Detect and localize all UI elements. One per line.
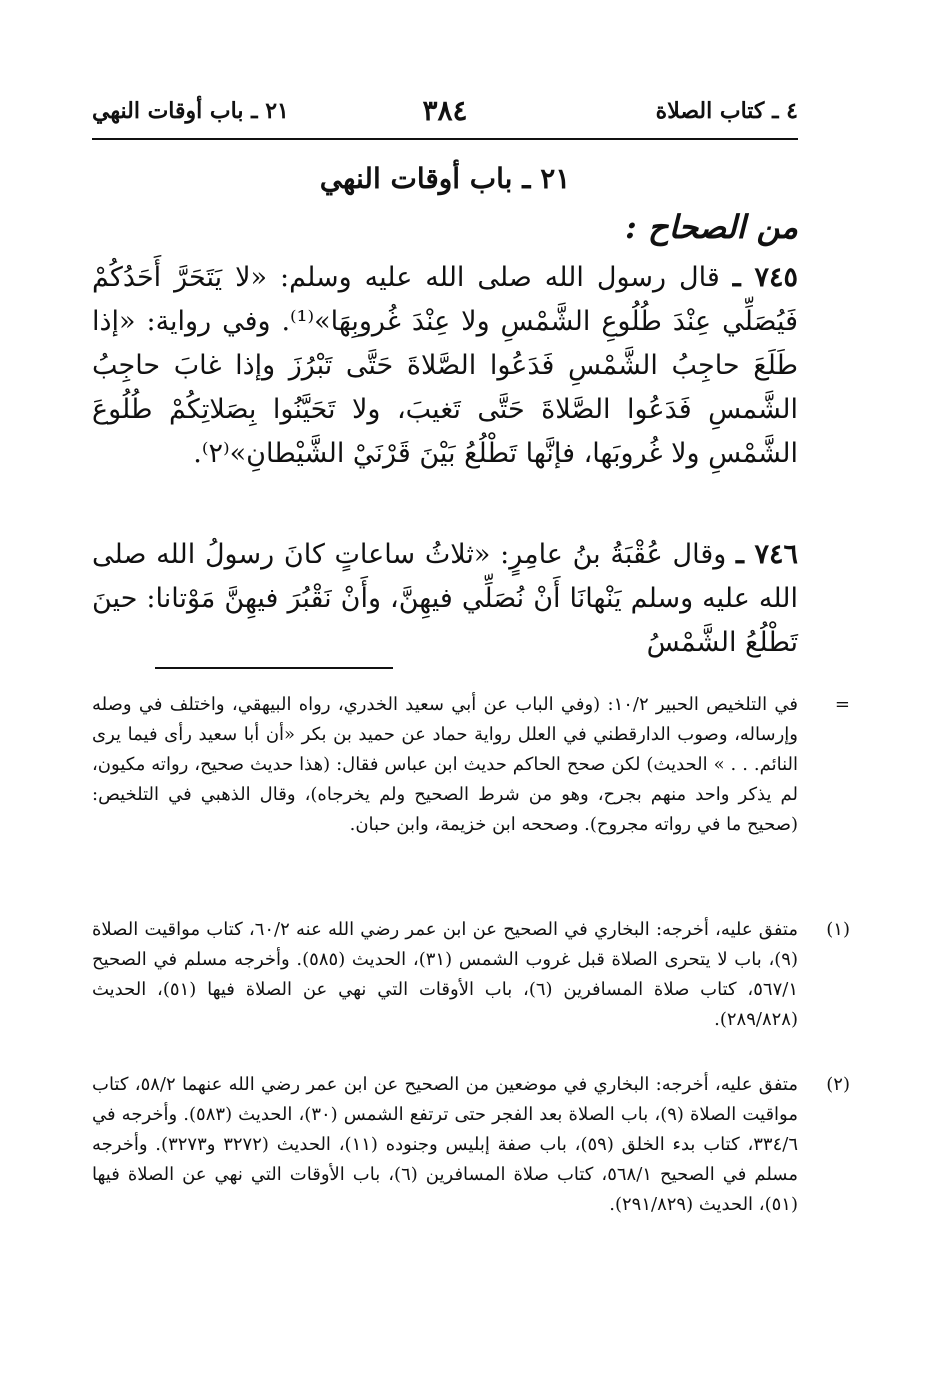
running-header: [92, 94, 798, 140]
footnote-mark: (١): [826, 919, 850, 940]
page-number: ٣٨٤: [422, 94, 468, 127]
footnote-separator: [155, 667, 393, 669]
header-chapter-title: ٢١ ـ باب أوقات النهي: [92, 98, 289, 124]
header-book-title: ٤ ـ كتاب الصلاة: [655, 98, 798, 124]
hadith-745: [92, 256, 798, 476]
footnote-text: متفق عليه، أخرجه: البخاري في الصحيح عن ابن عمر رضي الله عنه ٦٠/٢، كتاب مواقيت الصلاة (٩)، باب لا يتحرى الصلاة قبل غروب الشمس (٣١)، الحديث (٥٨٥). وأخرجه مسلم في الصحيح ٥٦٧/١، كتاب صلاة المسافرين (٦)، باب الأوقات التي نهي عن الصلاة فيها (٥١)، الحديث (٢٨٩/٨٢٨).: [92, 919, 798, 1030]
hadith-746: [92, 533, 798, 665]
footnote-mark: (٢): [826, 1074, 850, 1095]
hadith-text: قال رسول الله صلى الله عليه وسلم: «لا يَتَحَرَّ أَحَدُكُمْ فَيُصَلِّي عِنْدَ طُلُوعِ الشَّمْسِ ولا عِنْدَ غُروبِهَا»⁽¹⁾. وفي رواية: «إذا طَلَعَ حاجِبُ الشَّمْسِ فَدَعُوا الصَّلاةَ حَتَّى تَبْرُزَ وإذا غابَ حاجِبُ الشَّمسِ فَدَعُوا الصَّلاةَ حَتَّى تَغيبَ، ولا تَحَيَّنُوا بِصَلاتِكُمْ طُلُوعَ الشَّمْسِ ولا غُروبَها، فإنَّها تَطْلُعُ بَيْنَ قَرْنَيْ الشَّيْطانِ»⁽٢⁾.: [92, 262, 799, 469]
source-label: من الصحاح :: [624, 208, 798, 246]
chapter-title: ٢١ ـ باب أوقات النهي: [319, 162, 571, 195]
hadith-text: وقال عُقْبَةُ بنُ عامِرٍ: «ثلاثُ ساعاتٍ كانَ رسولُ الله صلى الله عليه وسلم يَنْهانَا أَنْ نُصَلِّي فيهِنَّ، وأَنْ نَقْبُرَ فيهِنَّ مَوْتانا: حينَ تَطْلُعُ الشَّمْسُ: [92, 539, 798, 658]
footnote-text: متفق عليه، أخرجه: البخاري في موضعين من الصحيح عن ابن عمر رضي الله عنهما ٥٨/٢، كتاب مواقيت الصلاة (٩)، باب الصلاة بعد الفجر حتى ترتفع الشمس (٣٠)، الحديث (٥٨٣). وأخرجه في ٣٣٤/٦، كتاب بدء الخلق (٥٩)، باب صفة إبليس وجنوده (١١)، الحديث (٣٢٧٢ و٣٢٧٣). وأخرجه مسلم في الصحيح ٥٦٨/١، كتاب صلاة المسافرين (٦)، باب الأوقات التي نهي عن الصلاة فيها (٥١)، الحديث (٢٩١/٨٢٩).: [92, 1074, 799, 1215]
hadith-number: ٧٤٦ ـ: [736, 539, 798, 570]
footnote-mark: =: [834, 694, 850, 715]
footnote-2: [92, 1070, 850, 1220]
footnote-continued: [92, 690, 850, 840]
footnote-text: في التلخيص الحبير ١٠/٢: (وفي الباب عن أبي سعيد الخدري، رواه البيهقي، واختلف في وصله وإرساله، وصوب الدارقطني في العلل رواية حماد عن حميد بن بكر «أن أبا سعيد رأى فيما يرى النائم. . . » الحديث) لكن صحح الحاكم حديث ابن عباس فقال: (هذا حديث صحيح، رواته مكيون، لم يذكر واحد منهم بجرح، وهو من شرط الصحيح ولم يخرجاه)، وقال الذهبي في التلخيص: (صحيح ما في رواته مجروح). وصححه ابن خزيمة، وابن حبان.: [92, 694, 798, 835]
footnote-1: [92, 915, 850, 1035]
hadith-number: ٧٤٥ ـ: [732, 262, 798, 293]
